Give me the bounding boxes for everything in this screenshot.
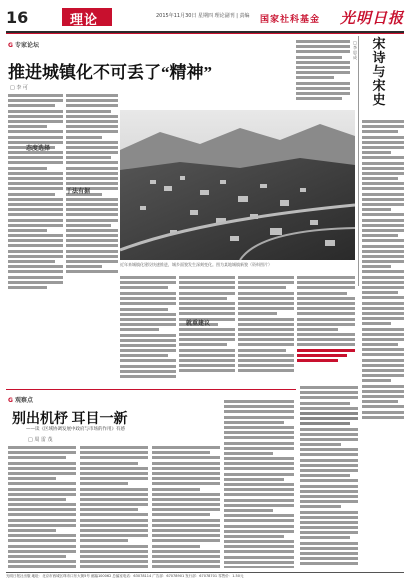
lead-column-3b — [120, 292, 176, 384]
side-column-right — [362, 120, 404, 420]
section-divider — [6, 389, 296, 390]
side-article-byline: □ 李 思 成 — [353, 40, 357, 60]
lead-subhead-2: 于法有据 — [66, 188, 91, 195]
section-label: 理论 — [70, 13, 99, 28]
column-divider — [358, 36, 359, 286]
lead-byline: □ 李 可 — [10, 85, 28, 91]
header-rule — [6, 33, 404, 34]
page-footer: 光明日报社出版 地址：北京市西城区珠市口东大街5号 邮编100062 总编室电话：63078114 广告部：67078901 发行部：67078701 零售价：1.50元 — [6, 572, 404, 579]
side-column-lower — [300, 386, 358, 566]
bottom-column-4 — [224, 400, 294, 568]
lead-column-6 — [297, 276, 355, 384]
lead-column-4 — [179, 276, 235, 384]
photo-caption: 近年来城镇化建设快速推进，城乡面貌发生深刻变化。图为某地城镇新貌（资料图片） — [120, 262, 272, 267]
bottom-column-3 — [152, 446, 220, 568]
lead-kicker — [8, 40, 39, 49]
kicker-mark-icon: G — [8, 42, 13, 49]
page-number: 16 — [6, 8, 36, 28]
newspaper-logo: 光明日报 — [340, 9, 405, 27]
bottom-column-1 — [8, 446, 76, 568]
fund-label: 国家社科基金 — [260, 15, 321, 25]
section-tag — [62, 8, 112, 26]
bottom-headline: 别出机杼 耳目一新 — [12, 412, 128, 427]
side-column-top-1 — [296, 40, 350, 105]
lead-subhead-3: 就重建议 — [186, 320, 211, 327]
lead-column-2 — [66, 94, 118, 274]
lead-column-1-end — [8, 276, 63, 296]
dateline: 2015年11月30日 星期四 理论副刊 | 责编 — [156, 13, 250, 19]
bottom-column-2 — [80, 446, 148, 568]
lead-headline: 推进城镇化不可丢了“精神” — [8, 63, 212, 82]
bottom-subtitle: ——读《区域协调发展中政府与市场的作用》有感 — [26, 427, 125, 432]
lead-column-5 — [238, 276, 294, 384]
bottom-kicker — [8, 395, 33, 404]
lead-column-1 — [8, 94, 63, 274]
bottom-kicker-label: 观察点 — [15, 397, 34, 404]
side-article-title: 宋 诗 与 宋 史 — [372, 37, 386, 108]
bottom-byline: □ 周 雷 茂 — [28, 437, 53, 443]
lead-subhead-1: 态度选择 — [26, 145, 51, 152]
city-aerial-photo — [120, 110, 355, 260]
kicker-mark-icon: G — [8, 397, 13, 404]
lead-kicker-label: 专家论坛 — [15, 42, 40, 49]
page-header — [6, 5, 404, 33]
